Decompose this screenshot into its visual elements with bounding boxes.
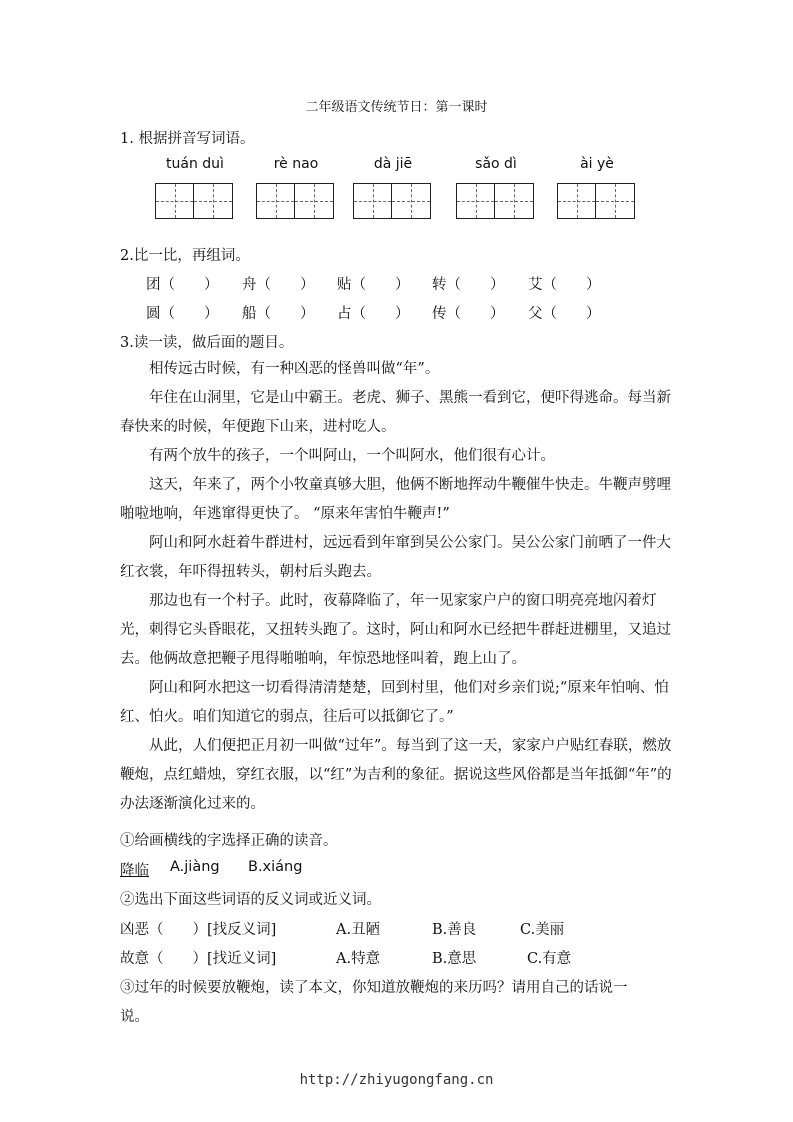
compare-item: 占（ ） (337, 306, 410, 322)
compare-item: 船（ ） (242, 306, 315, 322)
writing-grid-5[interactable] (557, 183, 635, 219)
footer-url[interactable]: http://zhiyugongfang.cn (299, 1072, 494, 1088)
story-paragraph: 这天，年来了，两个小牧童真够大胆，他俩不断地挥动牛鞭催牛快走。牛鞭声劈哩啪啦地响，年逃窜得更快了。 “原来年害怕牛鞭声!” (120, 477, 671, 522)
writing-grid-2[interactable] (256, 183, 334, 219)
q2-heading: 2.比一比，再组词。 (120, 248, 250, 264)
option-a[interactable]: A.丑陋 (336, 922, 381, 938)
option-b[interactable]: B.xiáng (248, 859, 303, 875)
page-title: 二年级语文传统节日：第一课时 (305, 100, 488, 115)
pinyin-4: sǎo dì (475, 156, 517, 172)
story-paragraph: 年住在山洞里，它是山中霸王。老虎、狮子、黑熊一看到它，便吓得逃命。每当新春快来的时候，年便跑下山来，进村吃人。 (120, 390, 671, 435)
q1-heading: 1. 根据拼音写词语。 (120, 131, 255, 147)
option-b[interactable]: B.意思 (432, 951, 477, 967)
sub2-word-1: 凶恶（ ）[找反义词] (120, 922, 277, 938)
compare-item: 传（ ） (432, 306, 505, 322)
compare-item: 艾（ ） (528, 277, 601, 293)
option-c[interactable]: C.有意 (527, 951, 572, 967)
option-a[interactable]: A.jiàng (170, 859, 220, 875)
writing-grid-4[interactable] (456, 183, 534, 219)
compare-item: 转（ ） (432, 277, 505, 293)
story-paragraph: 有两个放牛的孩子，一个叫阿山，一个叫阿水，他们很有心计。 (149, 448, 555, 464)
pinyin-5: ài yè (580, 156, 614, 172)
compare-item: 父（ ） (528, 306, 601, 322)
option-c[interactable]: C.美丽 (520, 922, 565, 938)
story-paragraph: 阿山和阿水把这一切看得清清楚楚，回到村里，他们对乡亲们说;“原来年怕响、怕红、怕火。咱们知道它的弱点，往后可以抵御它了。” (120, 680, 669, 725)
pinyin-2: rè nao (273, 156, 319, 172)
story-paragraph: 从此，人们便把正月初一叫做“过年”。每当到了这一天，家家户户贴红春联，燃放鞭炮，点红蜡烛，穿红衣服，以“红”为吉利的象征。据说这些风俗都是当年抵御“年”的办法逐渐演化过来的。 (120, 738, 672, 812)
story-paragraph: 阿山和阿水赶着牛群进村，远远看到年窜到吴公公家门。吴公公家门前晒了一件大红衣裳，年吓得扭转头，朝村后头跑去。 (120, 535, 671, 580)
pinyin-1: tuán duì (166, 156, 224, 172)
sub3-line-1: ③过年的时候要放鞭炮，读了本文，你知道放鞭炮的来历吗？请用自己的话说一 (120, 980, 628, 996)
compare-item: 团（ ） (146, 277, 219, 293)
option-b[interactable]: B.善良 (432, 922, 477, 938)
story-paragraph: 那边也有一个村子。此时，夜幕降临了，年一见家家户户的窗口明亮亮地闪着灯光，刺得它头昏眼花，又扭转头跑了。这时，阿山和阿水已经把牛群赶进棚里，又追过去。他俩故意把鞭子甩得啪啪响，年惊恐地怪叫着，跑上山了。 (120, 593, 671, 667)
writing-grid-1[interactable] (155, 183, 233, 219)
pinyin-3: dà jiē (373, 156, 413, 172)
sub2-word-2: 故意（ ）[找近义词] (120, 951, 277, 967)
underlined-word: 降临 (120, 863, 149, 879)
writing-grid-3[interactable] (353, 183, 431, 219)
sub2-heading: ②选出下面这些词语的反义词或近义词。 (120, 892, 381, 908)
compare-item: 贴（ ） (337, 277, 410, 293)
story-paragraph: 相传远古时候，有一种凶恶的怪兽叫做“年”。 (149, 361, 440, 377)
sub3-line-2: 说。 (120, 1009, 149, 1025)
option-a[interactable]: A.特意 (336, 951, 381, 967)
sub1-heading: ①给画横线的字选择正确的读音。 (120, 833, 338, 849)
compare-item: 圆（ ） (146, 306, 219, 322)
compare-item: 舟（ ） (242, 277, 315, 293)
q3-heading: 3.读一读，做后面的题目。 (120, 335, 294, 351)
